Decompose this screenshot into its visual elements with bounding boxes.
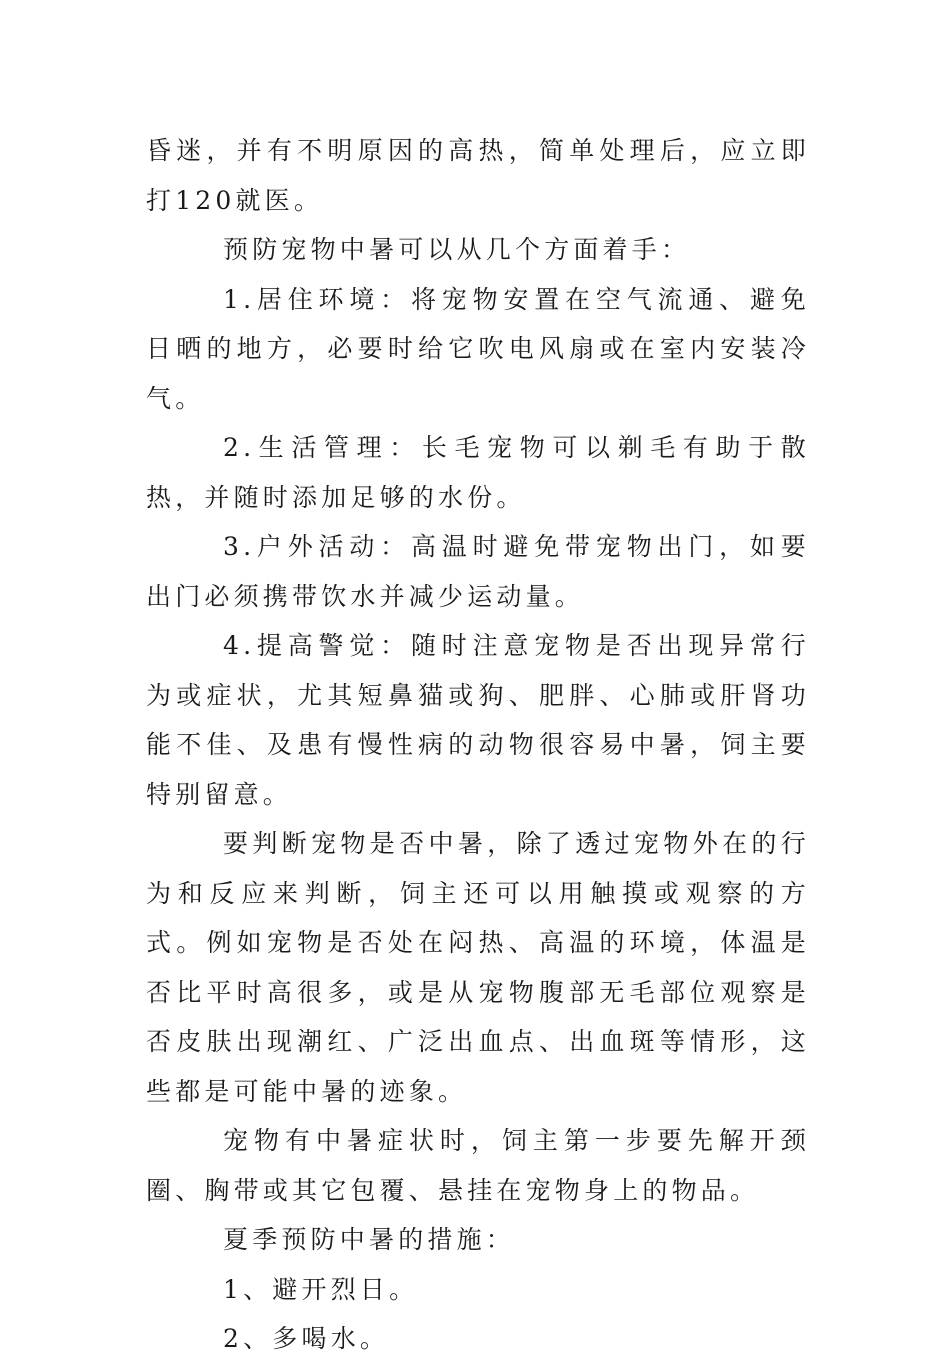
paragraph-summer-measures-heading: 夏季预防中暑的措施： (223, 1225, 516, 1254)
paragraph-life-management: 2.生活管理：长毛宠物可以剃毛有助于散热，并随时添加足够的水份。 (146, 433, 810, 512)
paragraph-first-step: 宠物有中暑症状时，饲主第一步要先解开颈圈、胸带或其它包覆、悬挂在宠物身上的物品。 (146, 1126, 810, 1205)
paragraph-living-environment: 1.居住环境：将宠物安置在空气流通、避免日晒的地方，必要时给它吹电风扇或在室内安装冷气。 (146, 284, 810, 413)
document-body (146, 126, 810, 1364)
paragraph-outdoor-activity: 3.户外活动：高温时避免带宠物出门，如要出门必须携带饮水并减少运动量。 (146, 532, 810, 611)
paragraph-alertness: 4.提高警觉：随时注意宠物是否出现异常行为或症状，尤其短鼻猫或狗、肥胖、心肺或肝肾功能不佳、及患有慢性病的动物很容易中暑，饲主要特别留意。 (146, 631, 810, 809)
paragraph-judging-heatstroke: 要判断宠物是否中暑，除了透过宠物外在的行为和反应来判断，饲主还可以用触摸或观察的方式。例如宠物是否处在闷热、高温的环境，体温是否比平时高很多，或是从宠物腹部无毛部位观察是否皮肤出现潮红、广泛出血点、出血斑等情形，这些都是可能中暑的迹象。 (146, 829, 810, 1106)
list-item-drink-water: 2、多喝水。 (223, 1324, 390, 1353)
list-item-avoid-sun: 1、避开烈日。 (223, 1274, 419, 1304)
paragraph-continuation: 昏迷，并有不明原因的高热，简单处理后，应立即打120就医。 (146, 136, 810, 215)
paragraph-prevention-intro: 预防宠物中暑可以从几个方面着手： (223, 235, 691, 264)
